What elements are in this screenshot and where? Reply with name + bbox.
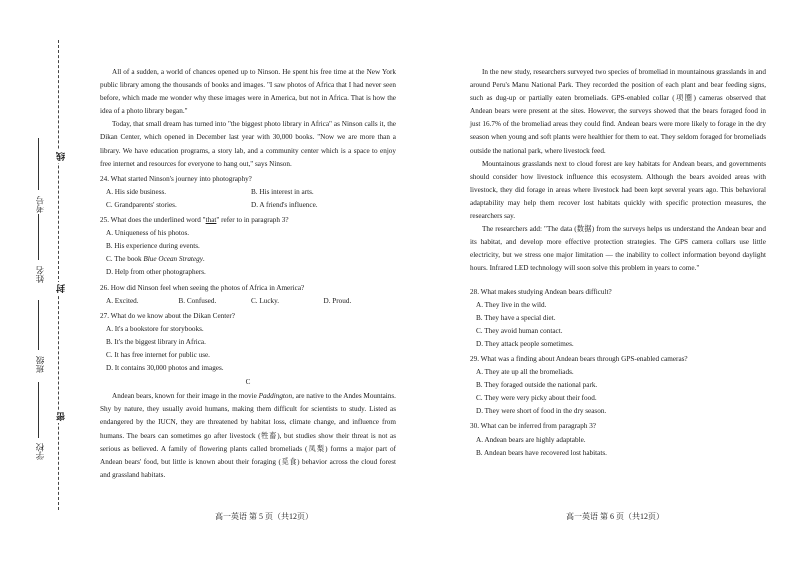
option-a[interactable]: A. It's a bookstore for storybooks. [106,324,204,333]
passage-c-paragraph: Andean bears, known for their image in the movie Paddington, are native to the Andes Mountains. Shy by nature, they usually avoid humans, making them difficult for scientists to study. Listed as endangered by the IUCN, they are threatened by habitat loss, climate change, and influence from humans. The bears can sometimes go after livestock (牲畜), but studies show their threat is not as serious as believed. A family of flowering plants called bromeliads (凤梨) forms a major part of Andean bears' food, but little is known about their foraging (觅食) behavior across the cloud forest and grassland habitats. [100,392,396,479]
question-26-options [100,295,396,308]
school-blank [38,382,39,438]
option-c[interactable]: C. They avoid human contact. [476,326,563,335]
option-c[interactable]: C. It has free internet for public use. [106,350,210,359]
page-footer-6: 高一英语 第 6 页（共12页） [566,512,664,521]
question-27-stem: 27. What do we know about the Dikan Center? [100,311,235,320]
class-blank [38,300,39,350]
page-6-column [470,66,766,460]
passage-c-paragraph: The researchers add: "The data (数据) from the surveys helps us understand the Andean bear and its habitat, and develop more effective protection strategies. The GPS camera collars use little electricity, but we stress one major limitation — the inability to collect information beyond daylight hours. Infrared LED technology will soon solve this problem in years to come." [470,225,766,273]
passage-b-paragraph: Today, that small dream has turned into "the biggest photo library in Africa" as Ninson calls it, the Dikan Center, which opened in December last year with 30,000 books. "Now we are more than a library. We have education programs, a story lab, and a community center which is a space to enjoy free internet and resources for everyone to hang out," says Ninson. [100,120,396,168]
option-a[interactable]: A. Uniqueness of his photos. [106,229,190,238]
class-label: 班级 [35,356,45,373]
passage-c-paragraph: Mountainous grasslands next to cloud forest are key habitats for Andean bears, and governments should consider how livestock influence this ecosystem. Although the bears avoided areas with livestock, they did forage in areas where livestock had been kept several years ago. This behavioral adaptability may help them recover lost habitats quickly with specific protection measures, the researchers say. [470,159,766,221]
option-b[interactable]: B. His interest in arts. [251,187,314,196]
question-25-stem: 25. What does the underlined word "that" refer to in paragraph 3? [100,216,289,225]
option-b[interactable]: B. Confused. [178,296,217,305]
option-c[interactable]: C. Lucky. [251,296,280,305]
option-b[interactable]: B. It's the biggest library in Africa. [106,337,206,346]
seal-mark-secret: 密 [56,412,66,421]
section-c-heading: C [245,378,251,387]
question-30-stem: 30. What can be inferred from paragraph 3? [470,422,596,431]
option-c[interactable]: C. Grandparents' stories. [106,200,177,209]
question-28-stem: 28. What makes studying Andean bears difficult? [470,287,612,296]
school-label: 学校 [35,443,45,460]
page-footer-5: 高一英语 第 5 页（共12页） [215,512,313,521]
option-c[interactable]: C. They were very picky about their food. [476,394,597,403]
question-24-options [100,186,396,199]
page-5-column [100,66,396,482]
question-29-stem: 29. What was a finding about Andean bears through GPS-enabled cameras? [470,354,688,363]
seal-mark-line: 线 [56,152,66,161]
option-b[interactable]: B. Andean bears have recovered lost habitats. [476,448,607,457]
passage-c-paragraph: In the new study, researchers surveyed two species of bromeliad in mountainous grasslands in and around Peru's Manu National Park. They recorded the position of each plant and bear feeding signs, such as dug-up or partially eaten bromeliads. GPS-enabled collar (项圈) cameras observed that Andean bears were present at the sites. However, the surveys showed that the bears foraged food in just 16.7% of the bromeliad areas they could find. Andean bears were more likely to forage in the dry season when young and soft plants were healthier for them to eat. They seldom foraged for bromeliads outside the national park, where livestock feed. [470,68,766,155]
option-d[interactable]: D. Help from other photographers. [106,268,206,277]
option-b[interactable]: B. They foraged outside the national park. [476,381,598,390]
option-d[interactable]: D. They were short of food in the dry season. [476,407,607,416]
option-b[interactable]: B. His experience during events. [106,242,200,251]
name-label: 姓名 [35,266,45,283]
exam-number-label: 考号 [35,196,45,213]
option-b[interactable]: B. They have a special diet. [476,313,556,322]
movie-title: Paddington [258,392,293,401]
option-a[interactable]: A. Andean bears are highly adaptable. [476,435,586,444]
option-d[interactable]: D. A friend's influence. [251,200,318,209]
option-a[interactable]: A. His side business. [106,187,167,196]
option-a[interactable]: A. They ate up all the bromeliads. [476,368,574,377]
name-blank [38,214,39,260]
option-d[interactable]: D. Proud. [323,296,352,305]
seal-line [58,40,59,510]
book-title: Blue Ocean Strategy [143,255,203,264]
option-a[interactable]: A. They live in the wild. [476,300,547,309]
question-26-stem: 26. How did Ninson feel when seeing the photos of Africa in America? [100,283,305,292]
exam-number-blank [38,138,39,190]
option-a[interactable]: A. Excited. [106,296,139,305]
seal-mark-seal: 封 [56,284,66,293]
question-24-stem: 24. What started Ninson's journey into photography? [100,174,252,183]
underlined-word: that [205,216,217,225]
option-c[interactable]: C. The book Blue Ocean Strategy. [106,255,205,264]
option-d[interactable]: D. They attack people sometimes. [476,339,574,348]
passage-b-paragraph: All of a sudden, a world of chances opened up to Ninson. He spent his free time at the New York public library among the thousands of books and images. "I saw photos of Africa that I had never seen before, which made me wonder why these images were in America, but not in Africa. That is how the idea of a photo library began." [100,68,396,116]
question-24-options [100,199,396,212]
option-d[interactable]: D. It contains 30,000 photos and images. [106,364,224,373]
binding-margin [0,0,92,561]
